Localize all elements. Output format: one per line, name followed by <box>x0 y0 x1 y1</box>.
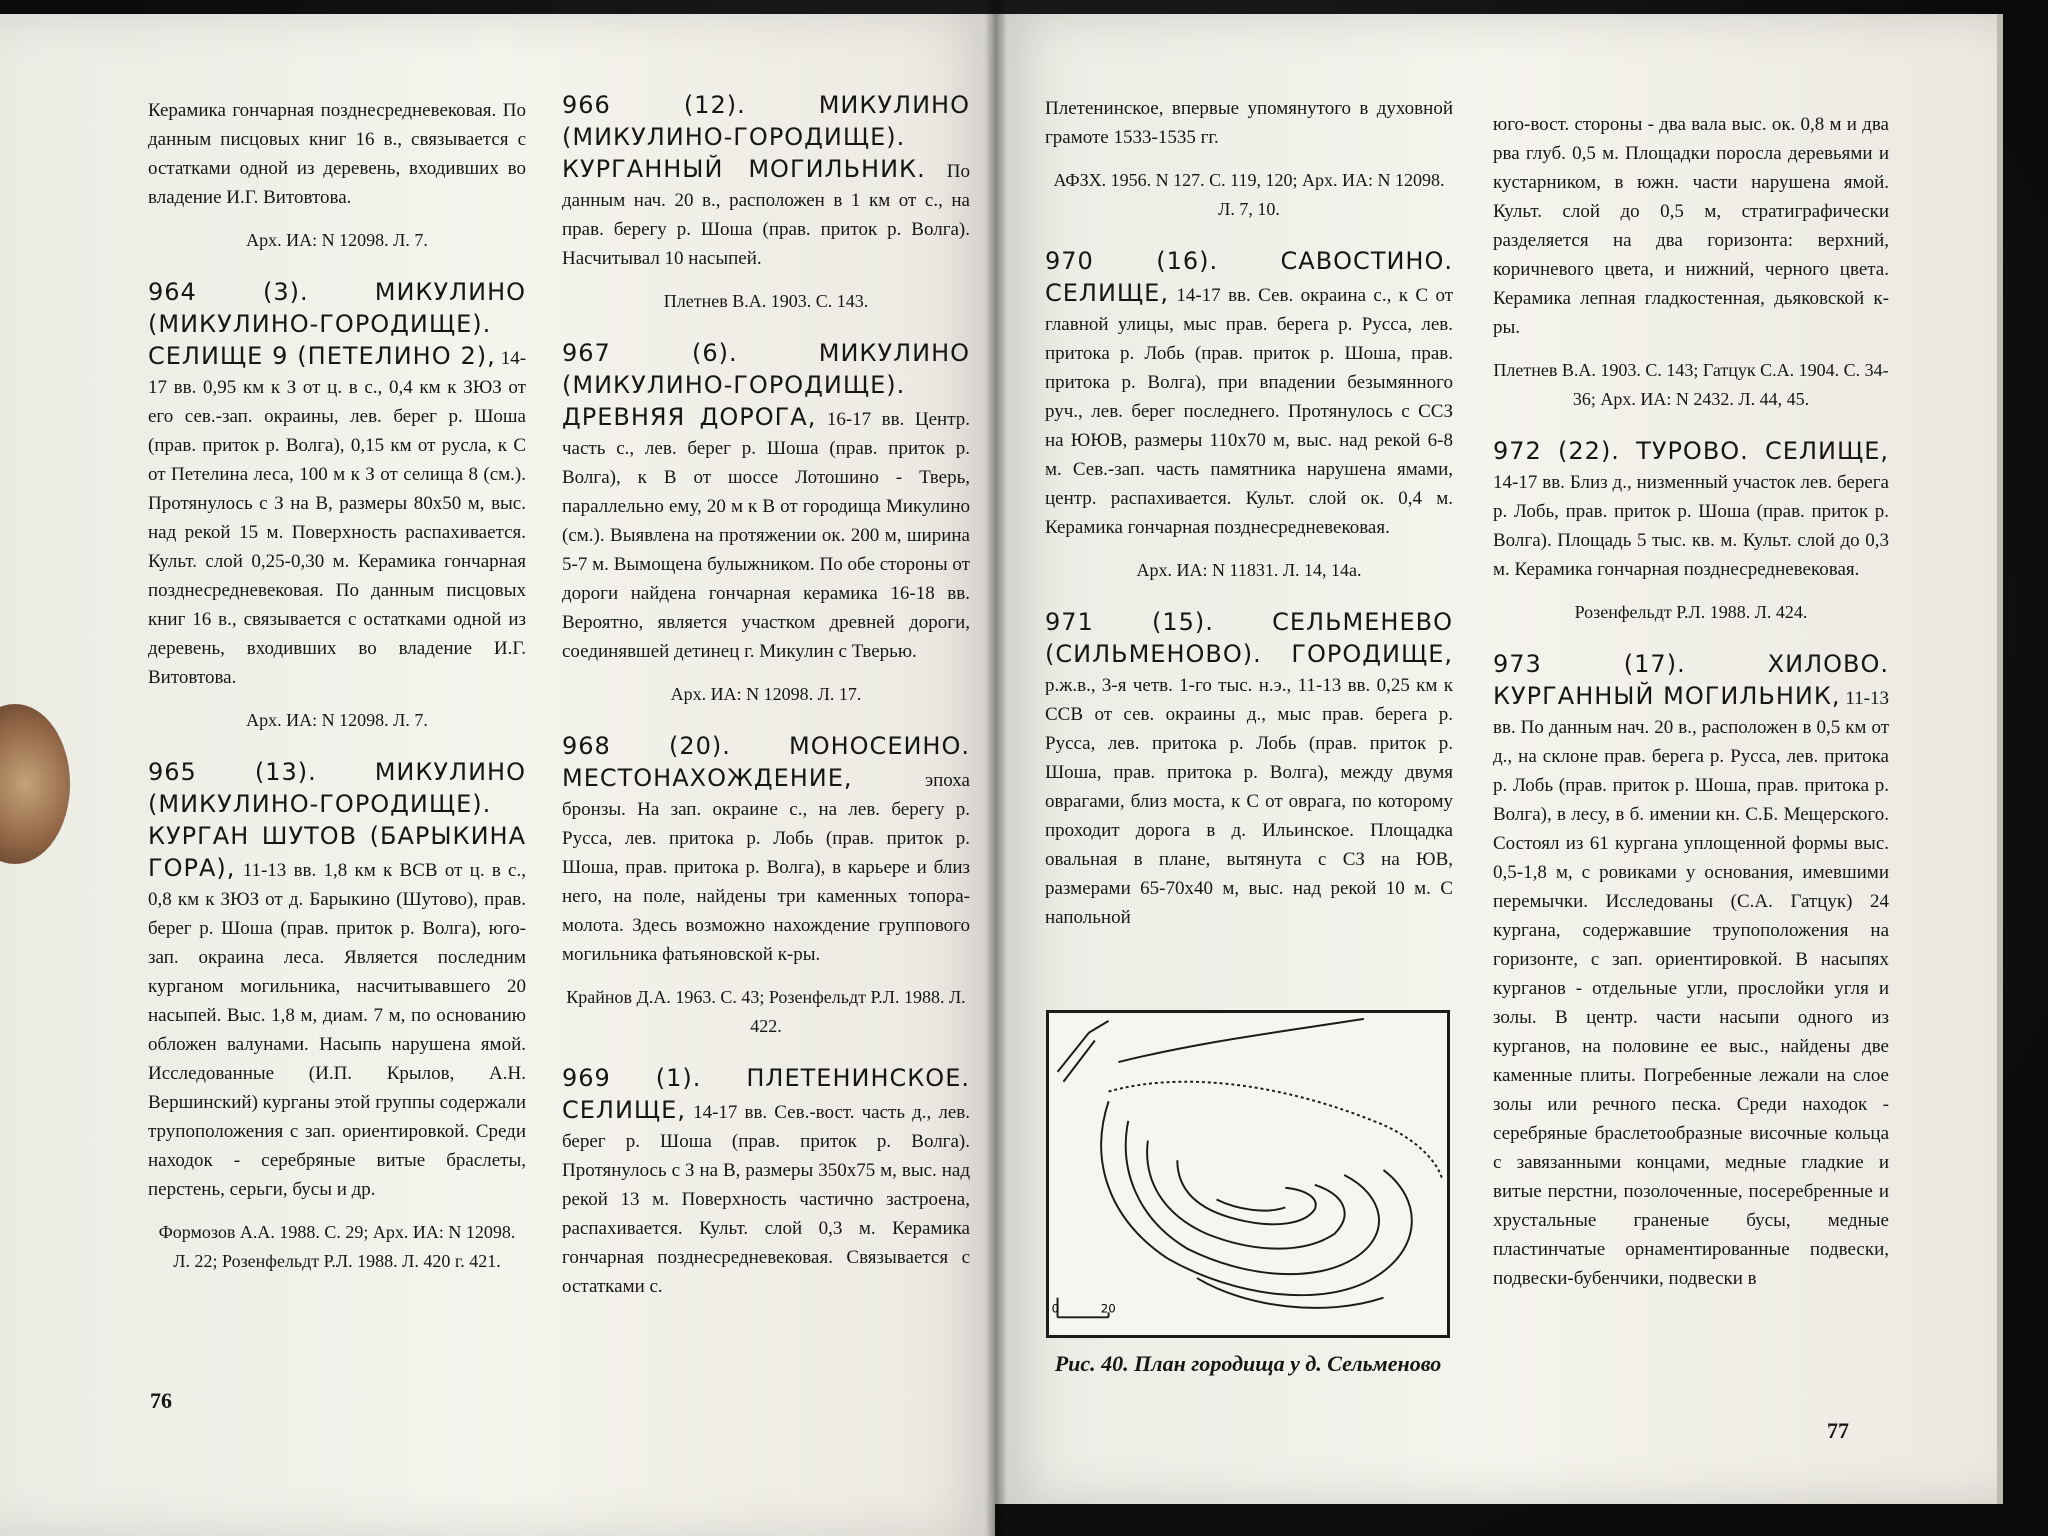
entry-967-heading: 967 (6). МИКУЛИНО (МИКУЛИНО-ГОРОДИЩЕ). ДРЕВНЯЯ ДОРОГА, <box>562 339 970 431</box>
plan-contour-3 <box>1147 1141 1344 1249</box>
entry-966 <box>562 90 970 273</box>
col1-ref0: Арх. ИА: N 12098. Л. 7. <box>246 230 428 250</box>
column-4 <box>1493 110 1889 1305</box>
plan-road-line-2 <box>1063 1040 1094 1081</box>
entry-972-heading: 972 (22). ТУРОВО. СЕЛИЩЕ, <box>1493 437 1889 465</box>
column-3 <box>1045 94 1453 944</box>
site-plan-drawing <box>1049 1013 1447 1335</box>
entry-973-body: 11-13 вв. По данным нач. 20 в., расположен в 0,5 км от д., на склоне прав. берега р. Русса, лев. притока р. Лобь (прав. приток р. Шоша, прав. притока р. Волга), в лесу, в б. имении кн. С.Б. Мещерского. Состоял из 61 кургана уплощенной формы выс. 0,5-1,8 м, с ровиками у основания, имевшими перемычки. Исследованы (С.А. Гатцук) 24 кургана, содержавшие трупоположения на горизонте, с зап. ориентировкой. В насыпях курганов - отдельные угли, прослойки угля и золы. В центр. части насыпи одного из курганов, на половине ее выс., найдены две каменные плиты. Погребенные лежали на слое золы или речного песка. Среди находок - серебряные браслетообразные височные кольца с завязанными концами, медные гладкие и витые перстни, позолоченные, посеребренные и хрустальные граненые бусы, медные пластинчатые орнаментированные подвески, подвески-бубенчики, подвески в <box>1493 688 1889 1289</box>
entry-971-body: р.ж.в., 3-я четв. 1-го тыс. н.э., 11-13 вв. 0,25 км к ССВ от сев. окраины д., мыс прав. берега р. Русса, лев. притока р. Лобь (прав. приток р. Шоша, прав. притока р. Волга), между двумя оврагами, близ моста, к С от оврага, по которому проходит дорога в д. Ильинское. Площадка овальная в плане, вытянута с СЗ на ЮВ, размерами 65-70х40 м, выс. над рекой 10 м. С напольной <box>1045 675 1453 928</box>
plan-road-line <box>1058 1021 1109 1072</box>
left-page <box>0 14 995 1536</box>
column-1 <box>148 96 526 1298</box>
entry-970-heading: 970 (16). САВОСТИНО. СЕЛИЩЕ, <box>1045 247 1453 307</box>
plan-scale-20-label: 20 <box>1100 1301 1116 1316</box>
entry-964-ref: Арх. ИА: N 12098. Л. 7. <box>246 710 428 730</box>
entry-966-body: По данным нач. 20 в., расположен в 1 км от с., на прав. берегу р. Шоша (прав. приток р. Волга). Насчитывал 10 насыпей. <box>562 161 970 269</box>
entry-966-heading: 966 (12). МИКУЛИНО (МИКУЛИНО-ГОРОДИЩЕ). КУРГАННЫЙ МОГИЛЬНИК. <box>562 91 970 183</box>
col4-intro: юго-вост. стороны - два вала выс. ок. 0,8 м и два рва глуб. 0,5 м. Площадки поросла деревьями и кустарником, в южн. части нарушена ямой. Культ. слой до 0,5 м, стратиграфически разделяется на два горизонта: верхний, коричневого цвета, и нижний, черного цвета. Керамика лепная гладкостенная, дьяковской к-ры. <box>1493 114 1889 338</box>
entry-965-heading: 965 (13). МИКУЛИНО (МИКУЛИНО-ГОРОДИЩЕ). КУРГАН ШУТОВ (БАРЫКИНА ГОРА), <box>148 758 526 882</box>
entry-970 <box>1045 246 1453 542</box>
entry-973 <box>1493 649 1889 1293</box>
entry-967-body: 16-17 вв. Центр. часть с., лев. берег р. Шоша (прав. приток р. Волга), к В от шоссе Лотошино - Тверь, параллельно ему, 20 м к В от городища Микулино (см.). Выявлена на протяжении ок. 200 м, ширина 5-7 м. Вымощена булыжником. По обе стороны от дороги найдена гончарная керамика 16-18 вв. Вероятно, является участком древней дороги, соединявшей детинец г. Микулин с Тверью. <box>562 409 970 662</box>
entry-969-heading: 969 (1). ПЛЕТЕНИНСКОЕ. СЕЛИЩЕ, <box>562 1064 970 1124</box>
entry-966-ref: Плетнев В.А. 1903. С. 143. <box>663 291 869 311</box>
figure-caption: Рис. 40. План городища у д. Сельменово <box>1054 1351 1442 1376</box>
book-spine <box>985 0 1007 1536</box>
entry-965-ref: Формозов А.А. 1988. С. 29; Арх. ИА: N 12098. Л. 22; Розенфельдт Р.Л. 1988. Л. 420 г. 421. <box>158 1222 516 1271</box>
plan-contour-2 <box>1126 1121 1379 1274</box>
page-number-right: 77 <box>1827 1418 1849 1443</box>
entry-972-ref: Розенфельдт Р.Л. 1988. Л. 424. <box>1574 602 1808 622</box>
plan-scale-0-label: 0 <box>1051 1301 1060 1316</box>
entry-967-ref: Арх. ИА: N 12098. Л. 17. <box>670 684 862 704</box>
site-plan-figure <box>1046 1010 1450 1338</box>
entry-971-heading: 971 (15). СЕЛЬМЕНЕВО (СИЛЬМЕНОВО). ГОРОДИЩЕ, <box>1045 608 1453 668</box>
plan-outer-rampart <box>1109 1082 1443 1180</box>
thumb <box>0 704 70 864</box>
entry-969 <box>562 1063 970 1301</box>
col1-intro: Керамика гончарная позднесредневековая. По данным писцовых книг 16 в., связывается с остатками одной из деревень, входивших во владение И.Г. Витовтова. <box>148 100 526 208</box>
entry-968-heading: 968 (20). МОНОСЕИНО. МЕСТОНАХОЖДЕНИЕ, <box>562 732 970 792</box>
plan-contour-1 <box>1101 1101 1412 1295</box>
entry-969-body: 14-17 вв. Сев.-вост. часть д., лев. берег р. Шоша (прав. приток р. Волга). Протянулось с З на В, размеры 350х75 м, выс. над рекой 13 м. Поверхность частично застроена, распахивается. Культ. слой 0,3 м. Керамика гончарная позднесредневековая. Связывается с остатками с. <box>562 1102 970 1297</box>
entry-968-body: эпоха бронзы. На зап. окраине с., на лев. берегу р. Русса, лев. притока р. Лобь (прав. приток р. Шоша, прав. притока р. Волга), в карьере и близ него, на поле, найдены три каменных топора-молота. Здесь возможно нахождение группового могильника фатьяновской к-ры. <box>562 770 970 965</box>
entry-970-ref: Арх. ИА: N 11831. Л. 14, 14а. <box>1136 560 1362 580</box>
col3-intro: Плетенинское, впервые упомянутого в духовной грамоте 1533-1535 гг. <box>1045 98 1453 148</box>
entry-964 <box>148 277 526 692</box>
entry-968-ref: Крайнов Д.А. 1963. С. 43; Розенфельдт Р.Л. 1988. Л. 422. <box>566 987 966 1036</box>
col4-ref0: Плетнев В.А. 1903. С. 143; Гатцук С.А. 1904. С. 34-36; Арх. ИА: N 2432. Л. 44, 45. <box>1493 360 1889 409</box>
plan-contour-6 <box>1217 1200 1286 1211</box>
entry-964-heading: 964 (3). МИКУЛИНО (МИКУЛИНО-ГОРОДИЩЕ). СЕЛИЩЕ 9 (ПЕТЕЛИНО 2), <box>148 278 526 370</box>
plan-river-line <box>1118 1019 1363 1062</box>
plan-contour-4 <box>1177 1160 1315 1224</box>
entry-968 <box>562 731 970 969</box>
column-2 <box>562 90 970 1313</box>
entry-964-body: 14-17 вв. 0,95 км к З от ц. в с., 0,4 км к ЗЮЗ от его сев.-зап. окраины, лев. берег р. Шоша (прав. приток р. Волга), 0,15 км от русла, к С от Петелина леса, 100 м к З от селища 8 (см.). Протянулось с З на В, размеры 80х50 м, выс. над рекой 15 м. Поверхность распахивается. Культ. слой 0,25-0,30 м. Керамика гончарная позднесредневековая. По данным писцовых книг 16 в., связывается с остатками одной из деревень, входивших во владение И.Г. Витовтова. <box>148 348 527 688</box>
entry-973-heading: 973 (17). ХИЛОВО. КУРГАННЫЙ МОГИЛЬНИК, <box>1493 650 1889 710</box>
entry-971 <box>1045 607 1453 932</box>
entry-965-body: 11-13 вв. 1,8 км к ВСВ от ц. в с., 0,8 км к ЗЮЗ от д. Барыкино (Шутово), прав. берег р. Шоша (прав. приток р. Волга), юго-зап. окраина леса. Является последним курганом могильника, насчитывавшего 20 насыпей. Выс. 1,8 м, диам. 7 м, по основанию обложен валунами. Насыпь нарушена ямой. Исследованные (И.П. Крылов, А.Н. Вершинский) курганы этой группы содержали трупоположения с зап. ориентировкой. Среди находок - серебряные витые браслеты, перстень, серьги, бусы и др. <box>148 860 526 1200</box>
page-number-left: 76 <box>150 1388 172 1413</box>
entry-970-body: 14-17 вв. Сев. окраина с., к С от главной улицы, мыс прав. берега р. Русса, лев. притока р. Лобь (прав. приток р. Шоша, прав. притока р. Волга), при впадении безымянного руч., лев. берег последнего. Протянулось с ССЗ на ЮЮВ, размеры 110х70 м, выс. над рекой 6-8 м. Сев.-зап. часть памятника нарушена ямами, центр. распахивается. Культ. слой ок. 0,4 м. Керамика гончарная позднесредневековая. <box>1045 285 1453 538</box>
entry-972 <box>1493 436 1889 584</box>
entry-972-body: 14-17 вв. Близ д., низменный участок лев. берега р. Лобь, прав. приток р. Шоша (прав. приток р. Волга). Площадь 5 тыс. кв. м. Культ. слой до 0,3 м. Керамика гончарная позднесредневековая. <box>1493 472 1889 580</box>
entry-967 <box>562 338 970 666</box>
col3-ref0: АФЗХ. 1956. N 127. С. 119, 120; Арх. ИА: N 12098. Л. 7, 10. <box>1053 170 1445 219</box>
entry-965 <box>148 757 526 1204</box>
